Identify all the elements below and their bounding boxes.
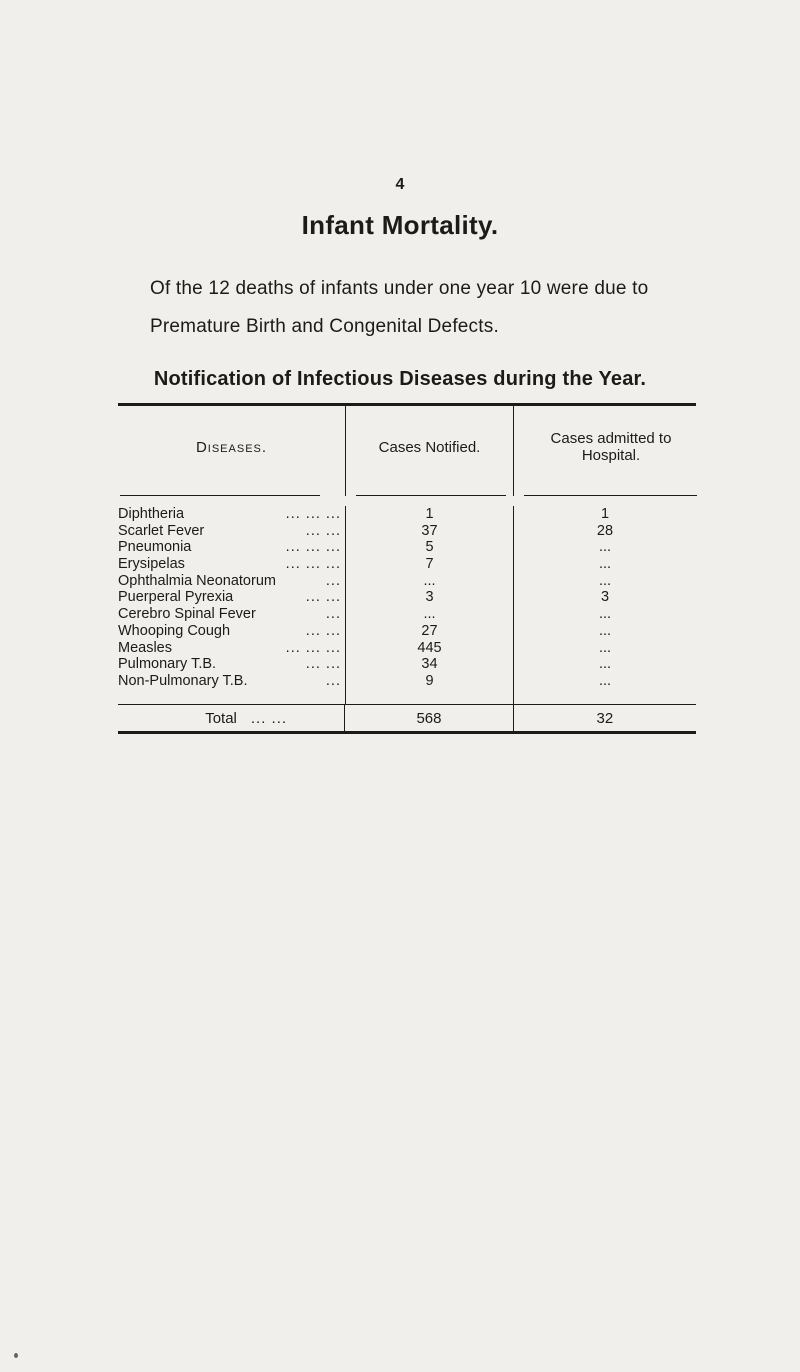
cases-notified-cell: 9 <box>425 672 434 689</box>
header-divider <box>356 495 506 496</box>
cases-notified-cell: 1 <box>425 506 434 522</box>
cases-hospital-cell: 1 <box>600 506 610 522</box>
leader-dots: ... ... ... <box>285 506 341 522</box>
table-row-disease <box>118 506 345 523</box>
leader-dots: ... ... <box>305 522 341 539</box>
total-label-cell <box>118 705 344 731</box>
total-label: Total <box>205 709 237 727</box>
header-divider <box>120 495 320 496</box>
notifications-table <box>118 403 696 734</box>
header-cases-notified-label: Cases Notified. <box>378 438 481 456</box>
cases-hospital-cell: ... <box>598 556 612 573</box>
cases-notified-cell: 34 <box>421 656 438 673</box>
page-title: Infant Mortality. <box>301 210 499 240</box>
disease-name: Pulmonary T.B. <box>118 656 217 673</box>
leader-dots: ... ... <box>305 656 341 673</box>
total-leader-dots: ... ... <box>250 709 288 727</box>
cases-hospital-cell: ... <box>598 572 612 589</box>
cases-hospital-cell: ... <box>598 606 612 623</box>
disease-name: Cerebro Spinal Fever <box>118 606 256 623</box>
cases-notified-cell: ... <box>423 606 436 623</box>
table-row-disease <box>118 589 345 606</box>
table-heading: Notification of Infectious Diseases during the Year. <box>153 368 647 390</box>
leader-dots: ... ... <box>305 622 341 639</box>
table-row-disease <box>118 640 345 657</box>
intro-paragraph: Of the 12 deaths of infants under one year 10 were due to Premature Birth and Congenital Defects. <box>150 278 649 337</box>
cases-notified-cell: 37 <box>421 522 438 539</box>
hospital-column <box>513 506 696 704</box>
total-notified: 568 <box>344 705 512 731</box>
table-body <box>118 496 696 704</box>
disease-name: Non-Pulmonary T.B. <box>118 672 248 689</box>
cases-hospital-cell: ... <box>598 656 612 673</box>
cases-notified-cell: 5 <box>425 539 434 556</box>
cases-notified-cell: 27 <box>421 622 438 639</box>
table-row-disease <box>118 673 345 690</box>
cases-notified-cell: 445 <box>417 639 442 656</box>
cases-hospital-cell: ... <box>598 539 612 556</box>
table-row-disease <box>118 523 345 540</box>
cases-notified-cell: ... <box>423 572 436 589</box>
total-hospital: 32 <box>513 705 696 731</box>
header-cases-admitted-label: Cases admitted to Hospital. <box>550 430 672 464</box>
disease-name: Scarlet Fever <box>118 522 205 539</box>
disease-name: Pneumonia <box>118 539 192 556</box>
table-row-disease <box>118 656 345 673</box>
page-number: 4 <box>395 176 405 193</box>
table-row-disease <box>118 606 345 623</box>
leader-dots: ... ... ... <box>285 556 341 573</box>
cases-notified-cell: 3 <box>425 589 434 606</box>
disease-name: Diphtheria <box>118 506 185 522</box>
leader-dots: ... ... <box>305 589 341 606</box>
table-header-row <box>118 406 696 496</box>
cases-hospital-cell: 3 <box>600 589 610 606</box>
header-cases-admitted <box>513 406 696 496</box>
cases-hospital-cell: ... <box>598 672 612 689</box>
cases-hospital-cell: ... <box>598 639 612 656</box>
leader-dots: ... ... ... <box>285 639 341 656</box>
table-row-disease <box>118 539 345 556</box>
cases-hospital-cell: ... <box>598 622 612 639</box>
notified-column <box>345 506 513 704</box>
header-diseases <box>118 406 345 496</box>
disease-name: Erysipelas <box>118 556 185 573</box>
header-diseases-label: Diseases. <box>195 438 268 456</box>
header-cases-notified <box>345 406 513 496</box>
disease-name: Whooping Cough <box>118 622 231 639</box>
header-divider <box>524 495 697 496</box>
disease-name: Ophthalmia Neonatorum <box>118 572 276 589</box>
diseases-column <box>118 506 345 704</box>
disease-name: Puerperal Pyrexia <box>118 589 234 606</box>
cases-notified-cell: 7 <box>425 556 434 573</box>
leader-dots: ... <box>325 572 341 589</box>
table-row-disease <box>118 623 345 640</box>
leader-dots: ... <box>325 606 341 623</box>
paper-speck <box>14 1353 18 1358</box>
table-row-disease <box>118 573 345 590</box>
cases-hospital-cell: 28 <box>596 522 614 539</box>
total-row <box>118 704 696 731</box>
table-row-disease <box>118 556 345 573</box>
leader-dots: ... ... ... <box>285 539 341 556</box>
leader-dots: ... <box>325 672 341 689</box>
disease-name: Measles <box>118 639 172 656</box>
